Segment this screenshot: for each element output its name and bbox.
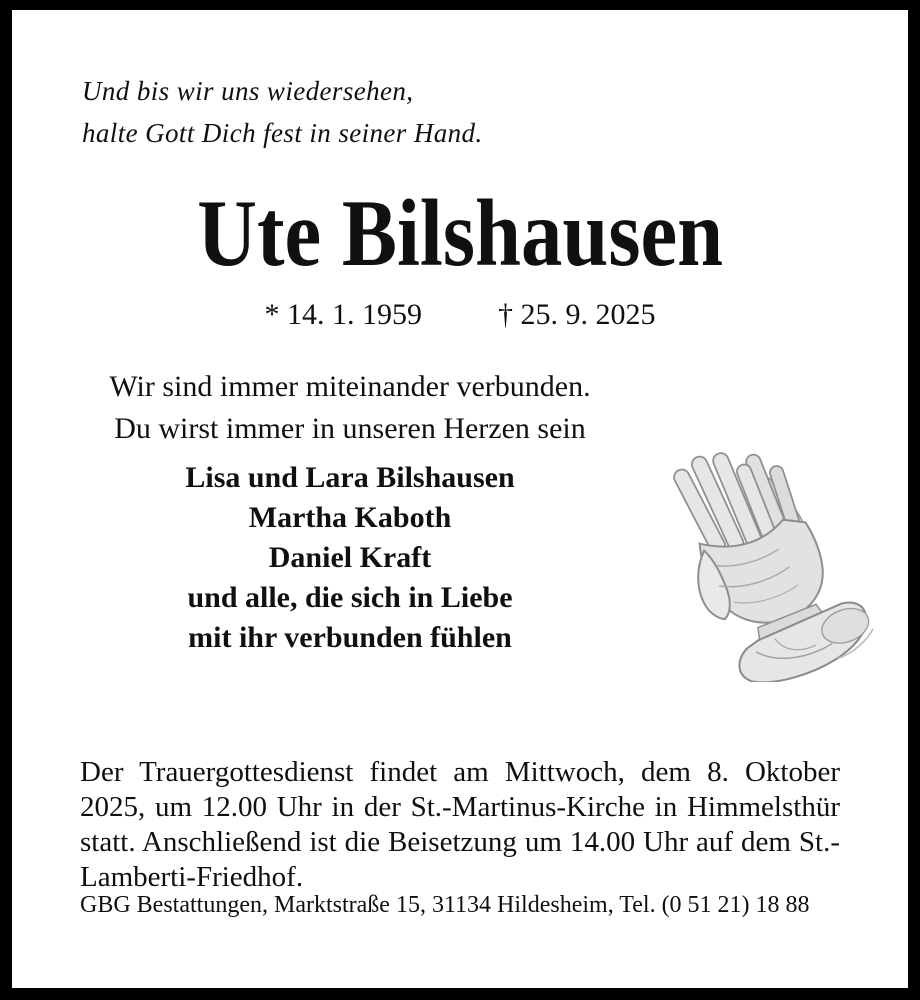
quote-line: Und bis wir uns wiedersehen, bbox=[82, 76, 414, 106]
service-details: Der Trauergottesdienst findet am Mittwoch, dem 8. Oktober 2025, um 12.00 Uhr in der St.-Martinus-Kirche in Himmelsthür statt. Anschließend ist die Beisetzung um 14.00 Uhr auf dem St.-Lamberti-Friedhof. bbox=[80, 756, 840, 893]
deceased-name: Ute Bilshausen bbox=[197, 180, 723, 286]
praying-hands-image bbox=[644, 430, 882, 682]
opening-quote bbox=[82, 70, 483, 154]
mourner-line: Daniel Kraft bbox=[268, 541, 432, 574]
mourners-list bbox=[80, 458, 620, 658]
quote-line: halte Gott Dich fest in seiner Hand. bbox=[82, 118, 483, 148]
funeral-home-info: GBG Bestattungen, Marktstraße 15, 31134 Hildesheim, Tel. (0 51 21) 18 88 bbox=[80, 892, 810, 918]
remembrance-line: Du wirst immer in unseren Herzen sein bbox=[114, 412, 586, 445]
mourner-line: und alle, die sich in Liebe bbox=[187, 581, 513, 614]
remembrance-line: Wir sind immer miteinander verbunden. bbox=[109, 370, 591, 403]
deceased-name-block bbox=[12, 180, 908, 286]
remembrance-lines bbox=[80, 366, 620, 450]
birth-date: * 14. 1. 1959 bbox=[264, 298, 422, 331]
mourner-line: Lisa und Lara Bilshausen bbox=[185, 461, 515, 494]
life-dates bbox=[12, 298, 908, 332]
mourner-line: mit ihr verbunden fühlen bbox=[188, 621, 512, 654]
death-date: † 25. 9. 2025 bbox=[498, 298, 656, 331]
notice-content-area bbox=[12, 10, 908, 988]
mourner-line: Martha Kaboth bbox=[248, 501, 452, 534]
